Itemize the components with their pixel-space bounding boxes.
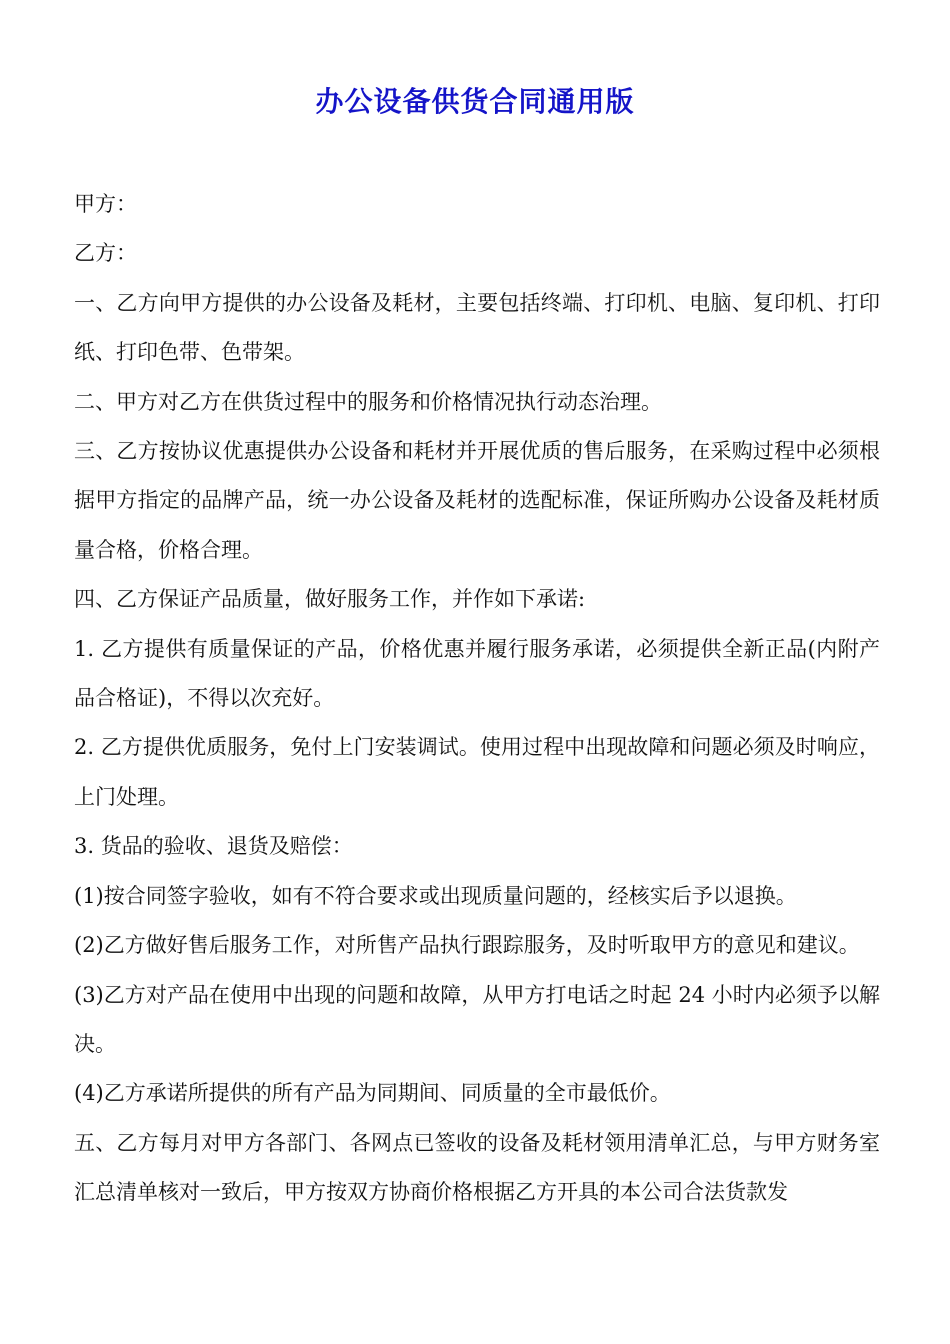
clause-5: 五、乙方每月对甲方各部门、各网点已签收的设备及耗材领用清单汇总，与甲方财务室汇总清单核对一致后，甲方按双方协商价格根据乙方开具的本公司合法货款发 (74, 1130, 880, 1205)
party-a-line: 甲方： (74, 192, 137, 216)
clause-4-item-3: 3. 货品的验收、退货及赔偿： (74, 834, 353, 859)
clause-4: 四、乙方保证产品质量，做好服务工作，并作如下承诺: (74, 587, 586, 612)
clause-4-item-2: 2. 乙方提供优质服务，免付上门安装调试。使用过程中出现故障和问题必须及时响应，上门处理。 (74, 735, 880, 809)
document-title: 办公设备供货合同通用版 (315, 85, 635, 118)
clause-4-item-3-sub-4: (4)乙方承诺所提供的所有产品为同期间、同质量的全市最低价。 (74, 1081, 671, 1106)
clause-2: 二、甲方对乙方在供货过程中的服务和价格情况执行动态治理。 (74, 389, 662, 414)
document-body (74, 180, 880, 1218)
clause-4-item-3-sub-1: (1)按合同签字验收，如有不符合要求或出现质量问题的，经核实后予以退换。 (74, 883, 797, 908)
clause-4-item-3-sub-2: (2)乙方做好售后服务工作，对所售产品执行跟踪服务，及时听取甲方的意见和建议。 (74, 933, 860, 958)
clause-3: 三、乙方按协议优惠提供办公设备和耗材并开展优质的售后服务，在采购过程中必须根据甲方指定的品牌产品，统一办公设备及耗材的选配标准，保证所购办公设备及耗材质量合格，价格合理。 (74, 439, 880, 562)
clause-4-item-1: 1. 乙方提供有质量保证的产品，价格优惠并履行服务承诺，必须提供全新正品(内附产品合格证)，不得以次充好。 (74, 636, 880, 711)
party-b-line: 乙方： (74, 241, 137, 266)
clause-1: 一、乙方向甲方提供的办公设备及耗材，主要包括终端、打印机、电脑、复印机、打印纸、打印色带、色带架。 (74, 290, 880, 365)
clause-4-item-3-sub-3: (3)乙方对产品在使用中出现的问题和故障，从甲方打电话之时起 24 小时内必须予以解决。 (74, 982, 880, 1056)
